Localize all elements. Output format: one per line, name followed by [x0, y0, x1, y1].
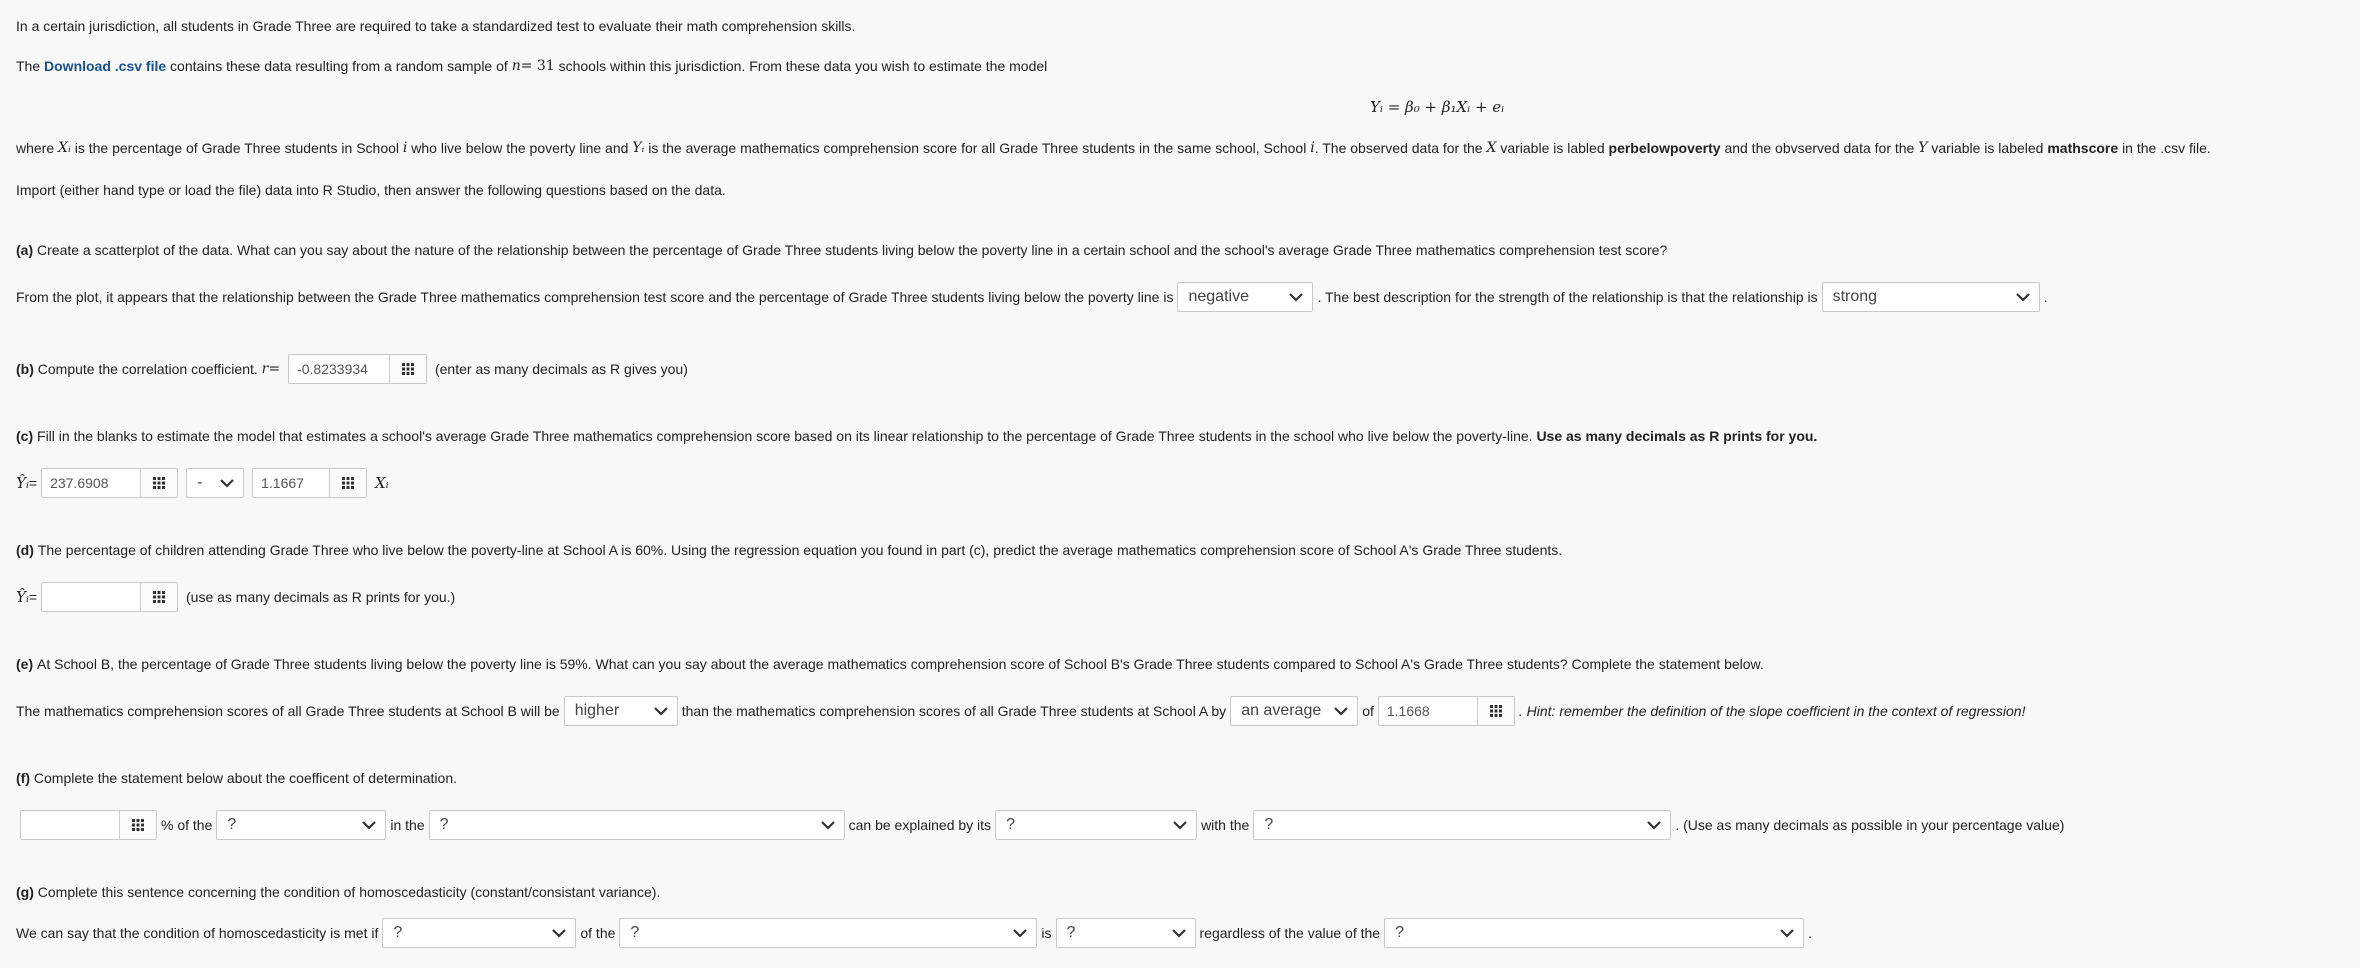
part-e-statement	[16, 696, 2025, 726]
keypad-icon[interactable]	[140, 583, 177, 611]
statement-text: can be explained by its	[848, 817, 992, 833]
intro-paragraph-4	[16, 182, 726, 198]
chevron-down-icon	[820, 817, 836, 833]
part-d-label: (d)	[16, 542, 34, 558]
statement-text: of	[1362, 703, 1374, 719]
intro-paragraph-3	[16, 140, 2211, 156]
comparison-value: higher	[574, 702, 620, 719]
statement-text: .	[2043, 289, 2048, 305]
sign-value: -	[197, 474, 203, 491]
part-d-answer	[16, 582, 455, 612]
direction-select[interactable]	[1177, 282, 1313, 312]
intro-text: in the .csv file.	[2122, 140, 2211, 156]
part-b-note: (enter as many decimals as R gives you)	[434, 361, 688, 377]
select-value: ?	[393, 924, 403, 941]
keypad-icon[interactable]	[329, 469, 366, 497]
xi-variable: Xᵢ	[58, 140, 71, 156]
prediction-input[interactable]	[41, 582, 178, 612]
intercept-input[interactable]	[41, 468, 178, 498]
part-a-question	[16, 242, 1667, 258]
comparison-select[interactable]	[564, 696, 678, 726]
select-value: ?	[1264, 816, 1274, 833]
amount-value: 1.1668	[1386, 703, 1430, 719]
statement-text: of the	[580, 925, 616, 941]
select-value: ?	[1395, 924, 1404, 941]
keypad-icon[interactable]	[389, 355, 426, 383]
correlation-value: -0.8233934	[297, 361, 368, 377]
part-e-question	[16, 656, 1764, 672]
intro-text: The	[16, 58, 41, 74]
statement-text: The mathematics comprehension scores of all Grade Three students at School B will be	[16, 703, 560, 719]
y-hat-symbol: Ŷᵢ	[16, 474, 29, 492]
select-value: ?	[439, 816, 449, 833]
keypad-icon[interactable]	[119, 811, 156, 839]
part-c-label: (c)	[16, 428, 34, 444]
chevron-down-icon	[1172, 817, 1188, 833]
select-value: ?	[630, 924, 640, 941]
part-e-text: At School B, the percentage of Grade Three students living below the poverty line is 59%. What can you say about the average mathematics comprehension score of School B's Grade Three students compared to School A's Grade Three students? Complete the statement below.	[37, 656, 1764, 672]
chevron-down-icon	[1012, 925, 1028, 941]
chevron-down-icon	[551, 925, 567, 941]
amount-type-value: an average	[1241, 702, 1322, 719]
statement-text: regardless of the value of the	[1199, 925, 1381, 941]
part-f-question	[16, 770, 457, 786]
select-value: ?	[1066, 924, 1076, 941]
i-variable: i	[1310, 140, 1315, 156]
amount-input[interactable]	[1378, 696, 1515, 726]
part-d-question	[16, 542, 1562, 558]
f-select-1[interactable]	[216, 810, 386, 840]
intro-text: . The observed data for the	[1314, 140, 1483, 156]
statement-text: is	[1041, 925, 1052, 941]
y-variable: Y	[1918, 140, 1928, 156]
g-select-3[interactable]	[1056, 918, 1196, 948]
strength-select[interactable]	[1822, 282, 2040, 312]
part-g-text: Complete this sentence concerning the condition of homoscedasticity (constant/consistant variance).	[37, 884, 661, 900]
sign-select[interactable]	[186, 468, 244, 498]
n-value: = 31	[520, 58, 555, 74]
intro-text: contains these data resulting from a random sample of	[170, 58, 508, 74]
part-c-text: Fill in the blanks to estimate the model that estimates a school's average Grade Three mathematics comprehension score based on its linear relationship to the percentage of Grade Three students in the school who live below the poverty-line.	[37, 428, 1533, 444]
x-variable: X	[1486, 140, 1497, 156]
g-select-2[interactable]	[619, 918, 1037, 948]
direction-value: negative	[1188, 288, 1249, 305]
part-f-label: (f)	[16, 770, 30, 786]
part-f-text: Complete the statement below about the coefficent of determination.	[33, 770, 458, 786]
percentage-input[interactable]	[20, 810, 157, 840]
part-c-equation	[16, 468, 389, 498]
select-value: ?	[227, 816, 237, 833]
amount-type-select[interactable]	[1230, 696, 1358, 726]
intro-text: is the percentage of Grade Three students in School	[74, 140, 399, 156]
slope-input[interactable]	[252, 468, 367, 498]
part-a-statement	[16, 282, 2048, 312]
intro-text: schools within this jurisdiction. From these data you wish to estimate the model	[558, 58, 1048, 74]
part-b-label: (b)	[16, 361, 34, 377]
statement-text: . (Use as many decimals as possible in your percentage value)	[1675, 817, 2065, 833]
select-value: ?	[1006, 816, 1015, 833]
statement-text: than the mathematics comprehension scores of all Grade Three students at School A by	[681, 703, 1227, 719]
chevron-down-icon	[361, 817, 377, 833]
slope-value: 1.1667	[261, 475, 304, 491]
intro-text: where	[16, 140, 55, 156]
y-variable-name: mathscore	[2047, 140, 2119, 156]
hint-text: . Hint: remember the definition of the slope coefficient in the context of regression!	[1518, 703, 2026, 719]
equals-sign: =	[28, 589, 38, 605]
xi-variable: Xᵢ	[375, 474, 389, 492]
part-b-text: Compute the correlation coefficient.	[37, 361, 258, 377]
intro-paragraph-2	[16, 58, 1047, 74]
f-select-2[interactable]	[429, 810, 845, 840]
part-f-statement	[20, 810, 2064, 840]
keypad-icon[interactable]	[1477, 697, 1514, 725]
statement-text: . The best description for the strength of the relationship is that the relationship is	[1317, 289, 1818, 305]
part-g-question	[16, 884, 660, 900]
intro-text: and the obvserved data for the	[1724, 140, 1915, 156]
chevron-down-icon	[219, 475, 235, 491]
n-variable: n	[511, 58, 521, 74]
chevron-down-icon	[1333, 703, 1349, 719]
chevron-down-icon	[653, 703, 669, 719]
chevron-down-icon	[2015, 289, 2031, 305]
model-equation	[1370, 98, 1504, 116]
model-formula: Yᵢ = β₀ + β₁Xᵢ + eᵢ	[1370, 98, 1505, 116]
x-variable-name: perbelowpoverty	[1608, 140, 1721, 156]
f-select-4[interactable]	[1253, 810, 1671, 840]
chevron-down-icon	[1779, 925, 1795, 941]
part-c-emphasis: Use as many decimals as R prints for you.	[1536, 428, 1818, 444]
part-c-question	[16, 428, 1817, 444]
part-e-label: (e)	[16, 656, 34, 672]
y-hat-symbol: Ŷᵢ	[16, 588, 29, 606]
intro-text: Import (either hand type or load the file) data into R Studio, then answer the following questions based on the data.	[16, 182, 726, 198]
part-d-note: (use as many decimals as R prints for you.)	[186, 589, 456, 605]
equals-sign: =	[28, 475, 38, 491]
i-variable: i	[402, 140, 408, 156]
intro-text: is the average mathematics comprehension score for all Grade Three students in the same school, School	[648, 140, 1307, 156]
intercept-value: 237.6908	[50, 475, 109, 491]
chevron-down-icon	[1171, 925, 1187, 941]
part-g-statement	[16, 918, 1812, 948]
intro-paragraph-1	[16, 18, 855, 34]
download-csv-link[interactable]: Download .csv file	[44, 58, 167, 74]
r-variable: r	[261, 361, 269, 377]
statement-text: We can say that the condition of homoscedasticity is met if	[16, 925, 379, 941]
yi-variable: Yᵢ	[632, 140, 645, 156]
statement-text: with the	[1201, 817, 1250, 833]
keypad-icon[interactable]	[140, 469, 177, 497]
strength-value: strong	[1832, 288, 1878, 305]
part-g-label: (g)	[16, 884, 34, 900]
part-a-label: (a)	[16, 242, 34, 258]
intro-text: who live below the poverty line and	[411, 140, 629, 156]
correlation-input[interactable]	[288, 354, 427, 384]
chevron-down-icon	[1288, 289, 1304, 305]
g-select-4[interactable]	[1384, 918, 1804, 948]
g-select-1[interactable]	[382, 918, 576, 948]
statement-text: .	[1808, 925, 1812, 941]
statement-text: % of the	[161, 817, 213, 833]
part-d-text: The percentage of children attending Grade Three who live below the poverty-line at School A is 60%. Using the regression equation you found in part (c), predict the average mathematics comprehension score of School A's Grade Three students.	[37, 542, 1563, 558]
statement-text: in the	[390, 817, 425, 833]
intro-text: variable is labled	[1500, 140, 1605, 156]
intro-text: In a certain jurisdiction, all students in Grade Three are required to take a standardized test to evaluate their math comprehension skills.	[16, 18, 856, 34]
chevron-down-icon	[1646, 817, 1662, 833]
statement-text: From the plot, it appears that the relationship between the Grade Three mathematics comprehension test score and the percentage of Grade Three students living below the poverty line is	[16, 289, 1174, 305]
part-b-row	[16, 354, 688, 384]
f-select-3[interactable]	[995, 810, 1197, 840]
equals-sign: =	[268, 361, 281, 377]
intro-text: variable is labeled	[1931, 140, 2044, 156]
part-a-text: Create a scatterplot of the data. What can you say about the nature of the relationship between the percentage of Grade Three students living below the poverty line in a certain school and the school's average Grade Three mathematics comprehension test score?	[37, 242, 1668, 258]
